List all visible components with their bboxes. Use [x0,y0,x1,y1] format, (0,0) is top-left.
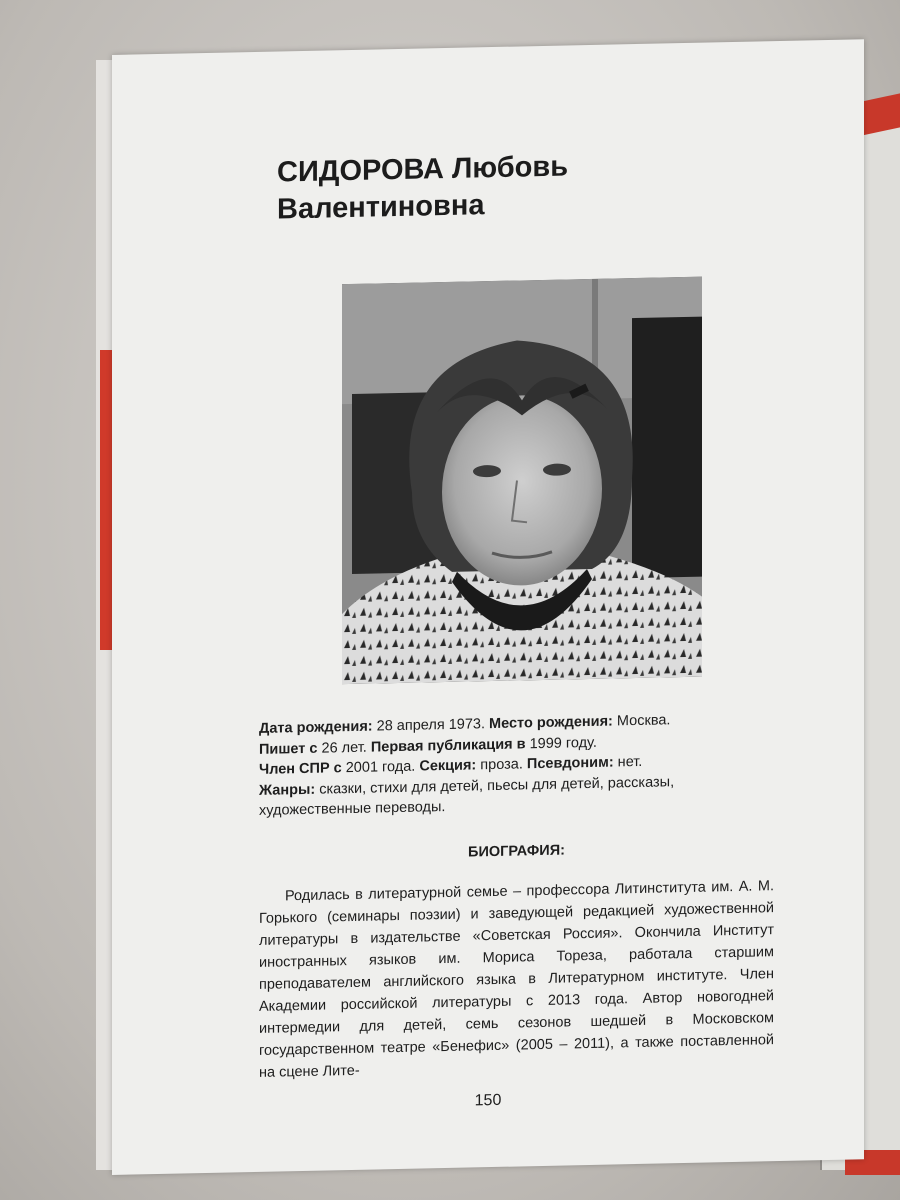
section-value: проза. [476,756,527,774]
page-number: 150 [474,1091,502,1110]
book-page [112,39,864,1175]
genres-value: сказки, стихи для детей, пьесы для детей, рассказы, художественные переводы. [259,773,675,819]
first-publication-label: Первая публикация в [370,735,526,756]
portrait-image [342,277,702,685]
author-patronymic: Валентиновна [277,189,485,226]
birth-date-value: 28 апреля 1973. [372,716,490,735]
genres-label: Жанры: [259,781,316,799]
author-surname: СИДОРОВА [277,153,444,189]
page-title [277,148,568,228]
author-first-name: Любовь [452,150,569,185]
section-label: Секция: [419,757,477,775]
writes-since-value: 26 лет. [317,739,371,757]
biography-heading: БИОГРАФИЯ: [468,842,565,861]
pseudonym-label: Псевдоним: [526,754,614,773]
author-info-block [259,708,774,821]
birth-date-label: Дата рождения: [259,718,373,737]
pseudonym-value: нет. [613,753,643,771]
member-since-value: 2001 года. [341,758,420,777]
first-publication-value: 1999 году. [525,734,597,752]
member-since-label: Член СПР с [259,760,342,778]
biography-text: Родилась в литературной семье – профессора Литинститута им. А. М. Горького (семинары поэзии) и заведующей редакцией художественной литературы в издательстве «Советская Россия». Окончила Институт иностранных языков им. Мориса Тореза, работала старшим преподавателем английского языка в Литературном институте. Член Академии российской литературы с 2013 года. Автор новогодней интермедии для детей, семь сезонов шедшей в Московском государственном театре «Бенефис» (2005 – 2011), а также поставленной на сцене Лите- [259,878,774,1081]
author-portrait-photo [342,277,702,685]
birth-place-value: Москва. [612,712,671,730]
birth-place-label: Место рождения: [489,713,613,733]
writes-since-label: Пишет с [259,740,318,758]
